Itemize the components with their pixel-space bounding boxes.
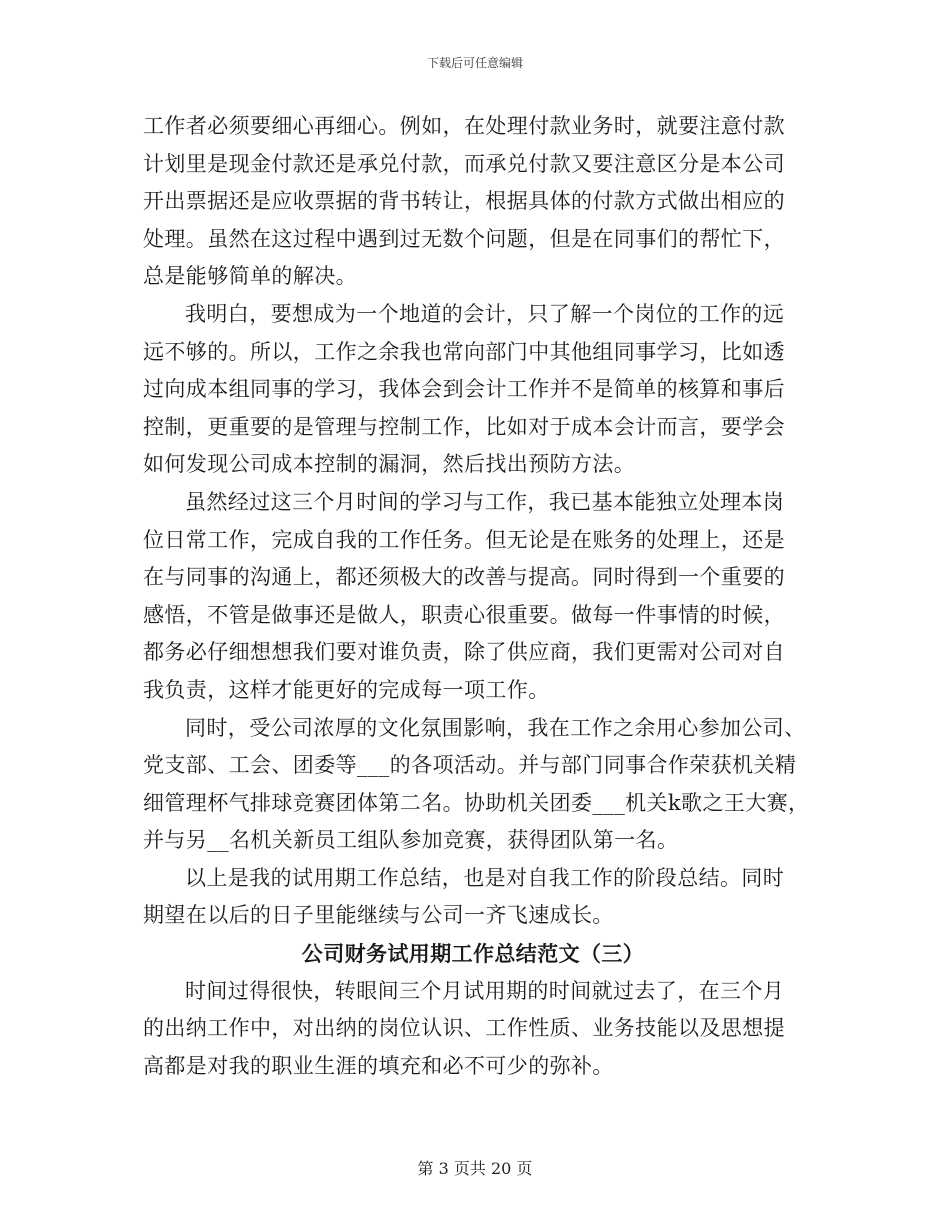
text-line: 同时，受公司浓厚的文化氛围影响，我在工作之余用心参加公司、 — [185, 715, 806, 740]
text-line: 高都是对我的职业生涯的填充和必不可少的弥补。 — [143, 1053, 614, 1078]
text-line: 细管理杯气排球竞赛团体第二名。协助机关团委___机关k歌之王大赛， — [143, 790, 810, 815]
text-line: 工作者必须要细心再细心。例如，在处理付款业务时，就要注意付款 — [143, 114, 785, 138]
text-line: 位日常工作，完成自我的工作任务。但无论是在账务的处理上，还是 — [143, 527, 785, 552]
text-line: 党支部、工会、团委等___的各项活动。并与部门同事合作荣获机关精 — [143, 753, 797, 778]
text-line: 的出纳工作中，对出纳的岗位认识、工作性质、业务技能以及思想提 — [143, 1016, 785, 1041]
text-line: 期望在以后的日子里能继续与公司一齐飞速成长。 — [143, 903, 614, 928]
text-line: 过向成本组同事的学习，我体会到会计工作并不是简单的核算和事后 — [143, 377, 785, 402]
text-line: 总是能够简单的解决。 — [143, 264, 357, 289]
text-line: 远不够的。所以，工作之余我也常向部门中其他组同事学习，比如透 — [143, 339, 785, 364]
text-line: 虽然经过这三个月时间的学习与工作，我已基本能独立处理本岗 — [185, 489, 785, 514]
section-heading: 公司财务试用期工作总结范文（三） — [301, 941, 645, 967]
text-line: 并与另__名机关新员工组队参加竞赛，获得团队第一名。 — [143, 828, 679, 853]
text-line: 我负责，这样才能更好的完成每一项工作。 — [143, 677, 550, 702]
text-line: 感悟，不管是做事还是做人，职责心很重要。做每一件事情的时候， — [143, 602, 785, 627]
text-line: 如何发现公司成本控制的漏洞，然后找出预防方法。 — [143, 452, 636, 477]
text-line: 计划里是现金付款还是承兑付款，而承兑付款又要注意区分是本公司 — [143, 151, 785, 176]
document-body — [143, 108, 810, 1085]
text-line: 以上是我的试用期工作总结，也是对自我工作的阶段总结。同时 — [185, 865, 785, 890]
page-footer: 第 3 页共 20 页 — [417, 1159, 533, 1178]
page-header: 下载后可任意编辑 — [426, 56, 523, 70]
text-line: 都务必仔细想想我们要对谁负责，除了供应商，我们更需对公司对自 — [143, 640, 785, 665]
text-line: 在与同事的沟通上，都还须极大的改善与提高。同时得到一个重要的 — [143, 565, 785, 590]
text-line: 控制，更重要的是管理与控制工作，比如对于成本会计而言，要学会 — [143, 414, 785, 439]
text-line: 我明白，要想成为一个地道的会计，只了解一个岗位的工作的远 — [185, 301, 785, 326]
text-line: 时间过得很快，转眼间三个月试用期的时间就过去了，在三个月 — [185, 978, 785, 1003]
text-line: 处理。虽然在这过程中遇到过无数个问题，但是在同事们的帮忙下， — [143, 226, 785, 251]
text-line: 开出票据还是应收票据的背书转让，根据具体的付款方式做出相应的 — [143, 189, 785, 214]
